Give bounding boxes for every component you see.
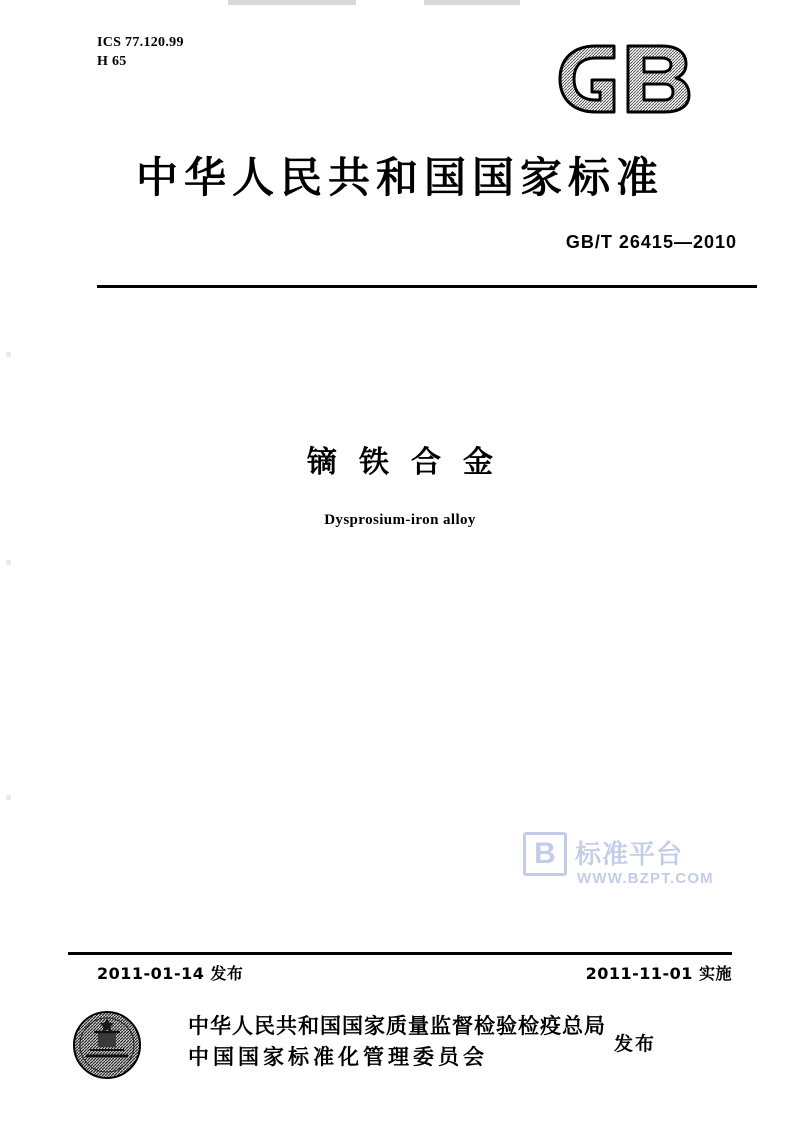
issuing-authority bbox=[188, 1011, 606, 1073]
watermark-badge-icon: B bbox=[523, 832, 567, 876]
issuer-line-2: 中国国家标准化管理委员会 bbox=[188, 1045, 488, 1069]
issuer-line-1: 中华人民共和国国家质量监督检验检疫总局 bbox=[188, 1014, 606, 1038]
edge-mark bbox=[6, 352, 11, 357]
header-divider bbox=[97, 285, 757, 288]
watermark-url: WWW.BZPT.COM bbox=[577, 870, 714, 887]
watermark bbox=[523, 832, 723, 896]
page-top-edge bbox=[0, 0, 800, 8]
document-title-english: Dysprosium-iron alloy bbox=[324, 512, 476, 528]
issue-date: 2011-01-14 发布 bbox=[97, 964, 244, 983]
ccs-code: H 65 bbox=[97, 54, 127, 69]
page-title: 中华人民共和国国家标准 bbox=[135, 153, 664, 202]
watermark-text: 标准平台 bbox=[575, 840, 684, 870]
edge-mark bbox=[6, 560, 11, 565]
gb-logo-icon bbox=[552, 40, 712, 118]
document-title-chinese: 镝铁合金 bbox=[307, 445, 515, 480]
effective-date: 2011-11-01 实施 bbox=[585, 964, 732, 983]
standard-number: GB/T 26415—2010 bbox=[565, 232, 737, 252]
national-emblem-icon bbox=[72, 1010, 142, 1080]
edge-mark bbox=[6, 795, 11, 800]
ics-code: ICS 77.120.99 bbox=[97, 35, 184, 50]
publish-label: 发布 bbox=[614, 1033, 657, 1055]
footer-divider bbox=[68, 952, 732, 955]
ics-classification bbox=[97, 33, 184, 71]
